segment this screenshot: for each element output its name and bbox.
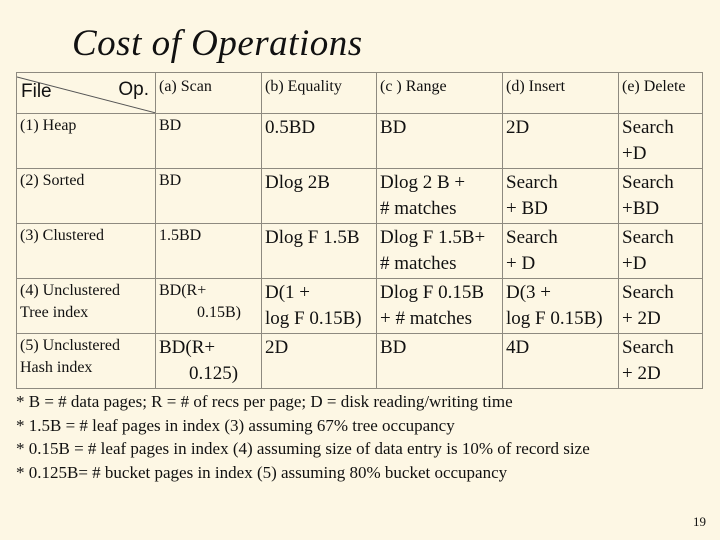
corner-op-label: Op. xyxy=(118,79,149,100)
cell-range: Dlog F 0.15B + # matches xyxy=(377,279,503,334)
cell-equality: Dlog F 1.5B xyxy=(262,224,377,279)
cell-range: Dlog F 1.5B+ # matches xyxy=(377,224,503,279)
cell-scan: BD xyxy=(156,169,262,224)
cell-scan: BD xyxy=(156,114,262,169)
cell-range: Dlog 2 B + # matches xyxy=(377,169,503,224)
footnote: * 0.15B = # leaf pages in index (4) assuming size of data entry is 10% of record size xyxy=(16,439,590,458)
cell-delete: Search + 2D xyxy=(619,279,703,334)
corner-file-label: File xyxy=(21,81,52,102)
cell-equality: 2D xyxy=(262,334,377,389)
header-scan: (a) Scan xyxy=(156,73,262,114)
header-insert: (d) Insert xyxy=(503,73,619,114)
cell-delete: Search +D xyxy=(619,114,703,169)
cell-range: BD xyxy=(377,334,503,389)
footnote: * 0.125B= # bucket pages in index (5) assuming 80% bucket occupancy xyxy=(16,462,508,482)
table-row xyxy=(17,224,703,279)
cell-equality: 0.5BD xyxy=(262,114,377,169)
row-label: (1) Heap xyxy=(17,114,156,169)
header-equality: (b) Equality xyxy=(262,73,377,114)
table-row xyxy=(17,169,703,224)
cell-insert: 4D xyxy=(503,334,619,389)
cell-delete: Search +D xyxy=(619,224,703,279)
cell-equality: D(1 + log F 0.15B) xyxy=(262,279,377,334)
table-row xyxy=(17,334,703,389)
header-range: (c ) Range xyxy=(377,73,503,114)
corner-cell xyxy=(17,73,156,114)
cost-table xyxy=(16,72,703,389)
footnote: * B = # data pages; R = # of recs per page; D = disk reading/writing time xyxy=(16,392,513,411)
cell-insert: Search + D xyxy=(503,224,619,279)
cell-delete: Search +BD xyxy=(619,169,703,224)
cell-delete: Search + 2D xyxy=(619,334,703,389)
cell-insert: D(3 + log F 0.15B) xyxy=(503,279,619,334)
row-label: (3) Clustered xyxy=(17,224,156,279)
footnotes xyxy=(16,390,590,484)
cell-insert: 2D xyxy=(503,114,619,169)
row-label: (2) Sorted xyxy=(17,169,156,224)
row-label: (4) Unclustered Tree index xyxy=(17,279,156,334)
header-delete: (e) Delete xyxy=(619,73,703,114)
cell-scan: 1.5BD xyxy=(156,224,262,279)
cell-range: BD xyxy=(377,114,503,169)
table-row xyxy=(17,279,703,334)
cell-scan: BD(R+ 0.15B) xyxy=(156,279,262,334)
header-row xyxy=(17,73,703,114)
cell-insert: Search + BD xyxy=(503,169,619,224)
table-row xyxy=(17,114,703,169)
slide-title: Cost of Operations xyxy=(72,23,363,64)
page-number: 19 xyxy=(693,514,706,529)
cell-scan: BD(R+ 0.125) xyxy=(156,334,262,389)
cell-equality: Dlog 2B xyxy=(262,169,377,224)
row-label: (5) Unclustered Hash index xyxy=(17,334,156,389)
footnote: * 1.5B = # leaf pages in index (3) assuming 67% tree occupancy xyxy=(16,415,455,435)
